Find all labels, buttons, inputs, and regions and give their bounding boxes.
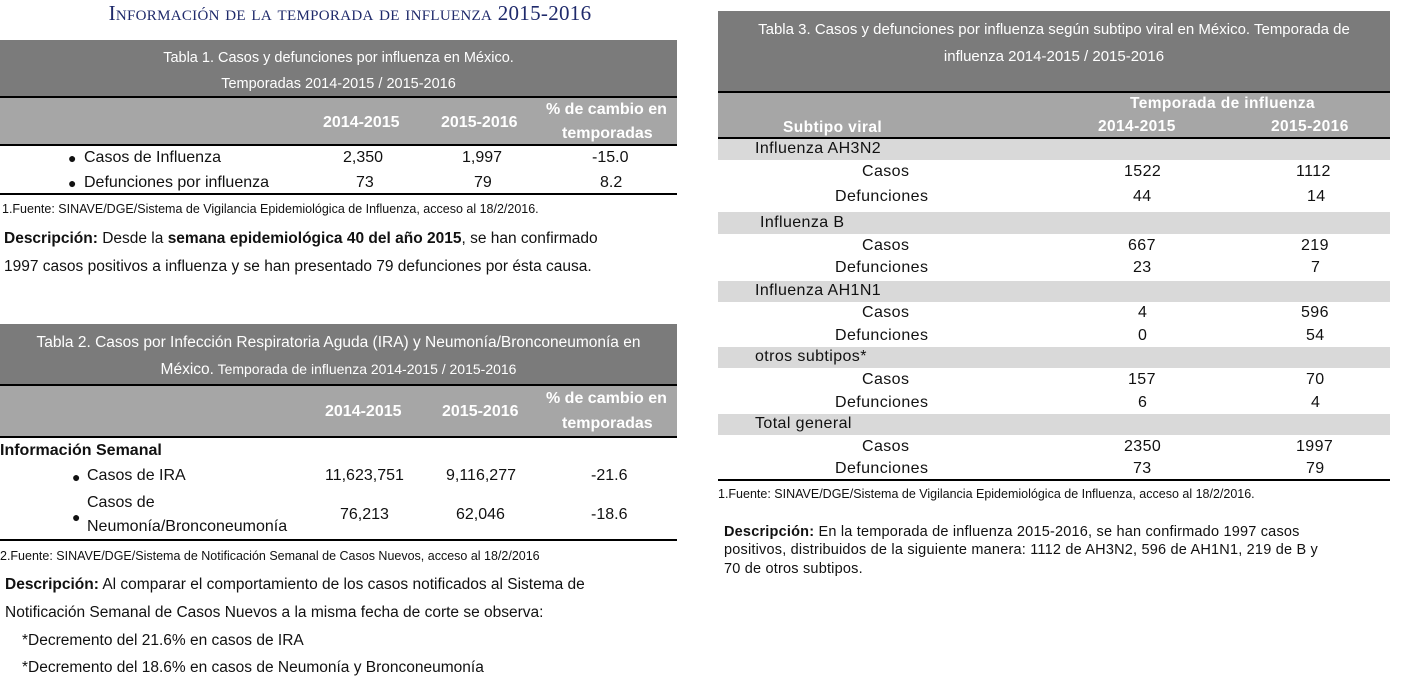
- row-value: 70: [1306, 371, 1325, 388]
- table3-caption-line2: influenza 2014-2015 / 2015-2016: [943, 48, 1165, 65]
- bullet-icon: ●: [72, 509, 81, 525]
- row-value: 44: [1133, 188, 1152, 205]
- table2-header: [0, 386, 677, 436]
- table2-bullet-item: *Decremento del 18.6% en casos de Neumonía y Bronconeumonía: [22, 659, 484, 676]
- row-value: 4: [1138, 304, 1148, 321]
- row-value: 6: [1138, 394, 1148, 411]
- table2-section-title: Información Semanal: [0, 442, 162, 459]
- table1-col3-line2: temporadas: [562, 125, 653, 142]
- row-value: 73: [1133, 460, 1152, 477]
- row-value: 79: [1306, 460, 1325, 477]
- row-value: 11,623,751: [325, 467, 404, 484]
- row-value: 596: [1301, 304, 1329, 321]
- table2-description: [5, 576, 585, 594]
- row-value: 157: [1128, 371, 1156, 388]
- row-value: 0: [1138, 327, 1148, 344]
- table2-col2: 2015-2016: [442, 403, 519, 420]
- table2-source: 2.Fuente: SINAVE/DGE/Sistema de Notificación Semanal de Casos Nuevos, acceso al 18/2/2016: [0, 549, 540, 563]
- row-value: 667: [1128, 237, 1156, 254]
- row-label: Defunciones: [835, 188, 929, 205]
- row-value: 14: [1307, 188, 1326, 205]
- table2-caption-country: México.: [160, 361, 214, 378]
- table1-divider: [0, 144, 677, 146]
- row-value: 4: [1311, 394, 1321, 411]
- table2-caption: [0, 324, 677, 384]
- description-text: En la temporada de influenza 2015-2016, se han confirmado 1997 casos: [814, 524, 1300, 540]
- row-label: Casos: [862, 163, 910, 180]
- row-value: 54: [1306, 327, 1325, 344]
- row-label: Casos de: [87, 494, 155, 511]
- row-value: 9,116,277: [446, 467, 516, 484]
- description-text: Desde la: [97, 230, 168, 247]
- table3-bottom-rule: [718, 479, 1390, 481]
- row-label: Defunciones: [835, 460, 929, 477]
- row-label: Defunciones por influenza: [84, 174, 270, 191]
- group-name: Influenza AH3N2: [755, 140, 882, 157]
- row-value: 73: [356, 174, 374, 191]
- table3-header-subtipo: Subtipo viral: [783, 119, 883, 136]
- table1-description: [4, 230, 598, 248]
- table2-bottom-rule: [0, 539, 677, 541]
- table1-header: [0, 98, 677, 144]
- row-value: 1522: [1124, 163, 1162, 180]
- row-value: 76,213: [340, 506, 389, 523]
- table1-caption-line2: Temporadas 2014-2015 / 2015-2016: [221, 76, 456, 92]
- description-text: Al comparar el comportamiento de los casos notificados al Sistema de: [98, 576, 585, 593]
- table2-caption-line2: [0, 361, 677, 379]
- table1-col3-line1: % de cambio en: [546, 101, 667, 118]
- table1-source: 1.Fuente: SINAVE/DGE/Sistema de Vigilancia Epidemiológica de Influenza, acceso al 18/2/2016.: [2, 202, 539, 216]
- row-label: Casos: [862, 371, 910, 388]
- row-value: 8.2: [600, 174, 623, 191]
- table3-col2: 2015-2016: [1271, 118, 1349, 135]
- description-text: , se han confirmado: [461, 230, 598, 247]
- row-label: Casos de IRA: [87, 467, 186, 484]
- table1-col1: 2014-2015: [323, 114, 400, 131]
- table2-divider: [0, 436, 677, 438]
- table3-caption-line1: Tabla 3. Casos y defunciones por influenza según subtipo viral en México. Temporada de: [758, 21, 1350, 38]
- group-name: Influenza AH1N1: [755, 282, 882, 299]
- row-value: 23: [1133, 259, 1152, 276]
- table1-caption: [0, 40, 677, 96]
- row-value: 1112: [1296, 163, 1331, 180]
- bullet-icon: ●: [68, 175, 77, 191]
- description-label: Descripción:: [4, 230, 98, 247]
- table2-description-line2: Notificación Semanal de Casos Nuevos a la misma fecha de corte se observa:: [5, 604, 544, 621]
- table3-description: [724, 524, 1300, 540]
- table3-header-season: Temporada de influenza: [1130, 95, 1316, 112]
- group-name: Influenza B: [760, 214, 845, 231]
- page-title: Información de la temporada de influenza 2015-2016: [108, 1, 592, 25]
- table2-col1: 2014-2015: [325, 403, 402, 420]
- row-label: Casos de Influenza: [84, 149, 221, 166]
- row-value: 1,997: [462, 149, 503, 166]
- table3-description-line2: positivos, distribuidos de la siguiente manera: 1112 de AH3N2, 596 de AH1N1, 219 de B y: [724, 542, 1319, 558]
- bullet-icon: ●: [72, 469, 81, 485]
- bullet-icon: ●: [68, 150, 77, 166]
- row-value: 62,046: [456, 506, 505, 523]
- row-value: -15.0: [592, 149, 629, 166]
- row-label: Defunciones: [835, 394, 929, 411]
- description-label: Descripción:: [724, 524, 815, 540]
- row-label: Defunciones: [835, 327, 929, 344]
- group-name: Total general: [755, 415, 852, 432]
- table3-caption: [718, 11, 1390, 91]
- table3-col1: 2014-2015: [1098, 118, 1176, 135]
- row-value: 219: [1301, 237, 1329, 254]
- row-label: Casos: [862, 304, 910, 321]
- table3-header: [718, 93, 1390, 137]
- row-label: Casos: [862, 438, 910, 455]
- row-value: 2350: [1124, 438, 1162, 455]
- table3-description-line3: 70 de otros subtipos.: [724, 561, 863, 577]
- row-value: 2,350: [343, 149, 384, 166]
- row-label: Casos: [862, 237, 910, 254]
- table2-caption-line1: Tabla 2. Casos por Infección Respiratoria Aguda (IRA) y Neumonía/Bronconeumonía en: [36, 334, 641, 351]
- table1-col2: 2015-2016: [441, 114, 518, 131]
- row-value: 79: [474, 174, 492, 191]
- table2-col3-line1: % de cambio en: [546, 390, 667, 407]
- row-value: 7: [1311, 259, 1321, 276]
- group-name: otros subtipos*: [755, 348, 867, 365]
- table2-col3-line2: temporadas: [562, 415, 653, 432]
- table1-caption-line1: Tabla 1. Casos y defunciones por influenza en México.: [163, 50, 514, 66]
- table1-bottom-rule: [0, 193, 677, 195]
- table1-description-line2: 1997 casos positivos a influenza y se han presentado 79 defunciones por ésta causa.: [4, 258, 592, 275]
- table2-caption-season: Temporada de influenza 2014-2015 / 2015-2016: [213, 361, 517, 377]
- description-emphasis: semana epidemiológica 40 del año 2015: [167, 230, 462, 247]
- row-label: Defunciones: [835, 259, 929, 276]
- row-value: 1997: [1296, 438, 1334, 455]
- row-value: -18.6: [591, 506, 628, 523]
- description-label: Descripción:: [5, 576, 99, 593]
- table2-bullet-item: *Decremento del 21.6% en casos de IRA: [22, 632, 304, 649]
- table3-source: 1.Fuente: SINAVE/DGE/Sistema de Vigilancia Epidemiológica de Influenza, acceso al 18/2/2016.: [718, 487, 1255, 501]
- row-label: Neumonía/Bronconeumonía: [87, 518, 288, 535]
- row-value: -21.6: [591, 467, 628, 484]
